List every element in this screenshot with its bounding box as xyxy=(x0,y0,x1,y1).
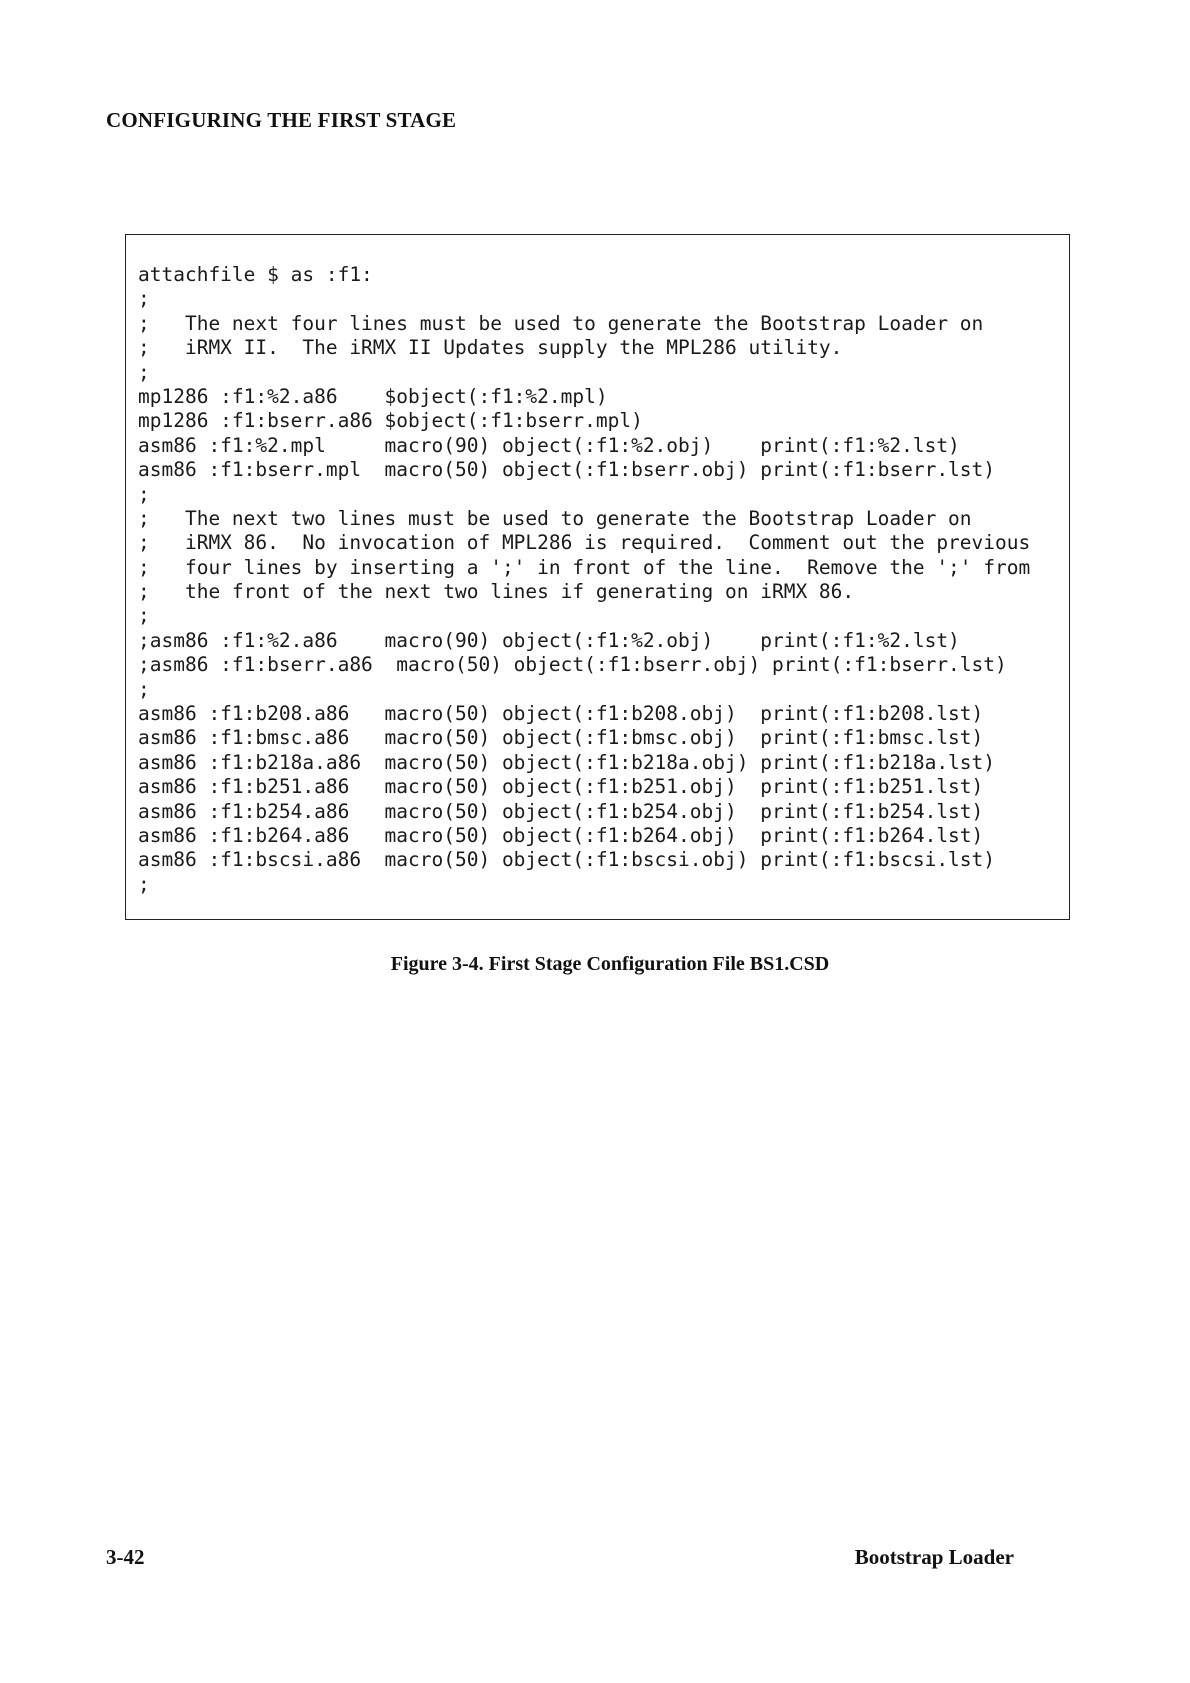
code-line: attachfile $ as :f1: xyxy=(138,263,373,286)
code-line: mp1286 :f1:%2.a86 $object(:f1:%2.mpl) xyxy=(138,384,608,408)
code-line: mp1286 :f1:bserr.a86 $object(:f1:bserr.mpl) xyxy=(138,409,643,433)
code-line: asm86 :f1:b251.a86 macro(50) object(:f1:b251.obj) print(:f1:b251.lst) xyxy=(138,775,984,799)
code-line: ; iRMX II. The iRMX II Updates supply the MPL286 utility. xyxy=(138,336,843,360)
figure-caption: Figure 3-4. First Stage Configuration File BS1.CSD xyxy=(390,953,830,975)
code-line: ; xyxy=(138,287,150,311)
page-number: 3-42 xyxy=(106,1545,145,1569)
code-line: asm86 :f1:bscsi.a86 macro(50) object(:f1:bscsi.obj) print(:f1:bscsi.lst) xyxy=(138,848,996,872)
code-line: asm86 :f1:bmsc.a86 macro(50) object(:f1:bmsc.obj) print(:f1:bmsc.lst) xyxy=(138,726,984,750)
code-line: ; The next four lines must be used to generate the Bootstrap Loader on xyxy=(138,311,984,335)
code-line: ; xyxy=(138,482,150,506)
code-line: asm86 :f1:b208.a86 macro(50) object(:f1:b208.obj) print(:f1:b208.lst) xyxy=(138,702,984,726)
code-line: asm86 :f1:b218a.a86 macro(50) object(:f1:b218a.obj) print(:f1:b218a.lst) xyxy=(138,750,996,774)
code-line: ; xyxy=(138,677,150,701)
section-title: CONFIGURING THE FIRST STAGE xyxy=(106,108,457,132)
code-line: ; xyxy=(138,360,150,384)
code-listing xyxy=(138,263,1030,897)
code-line: asm86 :f1:b264.a86 macro(50) object(:f1:b264.obj) print(:f1:b264.lst) xyxy=(138,823,984,847)
code-figure-box xyxy=(125,234,1070,920)
manual-title: Bootstrap Loader xyxy=(854,1545,1014,1569)
code-line: asm86 :f1:bserr.mpl macro(50) object(:f1:bserr.obj) print(:f1:bserr.lst) xyxy=(138,458,996,482)
code-line: ; xyxy=(138,604,150,628)
code-line: ; The next two lines must be used to generate the Bootstrap Loader on xyxy=(138,506,972,530)
code-line: asm86 :f1:b254.a86 macro(50) object(:f1:b254.obj) print(:f1:b254.lst) xyxy=(138,799,984,823)
code-line: asm86 :f1:%2.mpl macro(90) object(:f1:%2.obj) print(:f1:%2.lst) xyxy=(138,433,960,457)
code-line: ; iRMX 86. No invocation of MPL286 is required. Comment out the previous xyxy=(138,531,1031,555)
code-line: ;asm86 :f1:bserr.a86 macro(50) object(:f1:bserr.obj) print(:f1:bserr.lst) xyxy=(138,653,1007,677)
code-line: ; the front of the next two lines if generating on iRMX 86. xyxy=(138,580,855,604)
code-line: ; four lines by inserting a ';' in front of the line. Remove the ';' from xyxy=(138,555,1031,579)
code-line: ; xyxy=(138,872,150,896)
code-line: ;asm86 :f1:%2.a86 macro(90) object(:f1:%2.obj) print(:f1:%2.lst) xyxy=(138,628,960,652)
